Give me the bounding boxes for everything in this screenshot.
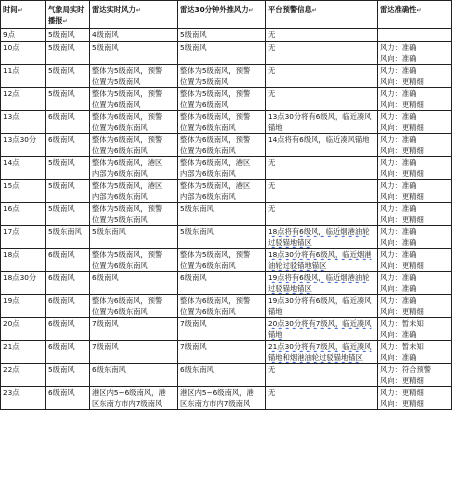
cell-broadcast-text: 5级南风 (48, 30, 75, 39)
cell-time (1, 318, 46, 341)
cell-accuracy (378, 249, 452, 272)
cell-broadcast (46, 203, 90, 226)
cell-accuracy-line: 风力：准确 (380, 135, 417, 144)
cell-time (1, 364, 46, 387)
cell-time (1, 134, 46, 157)
cell-broadcast (46, 387, 90, 410)
cell-accuracy-line: 风向：准确 (380, 54, 417, 63)
cell-warning (266, 249, 378, 272)
cell-radar-live-line: 整体为5级南风，预警 (92, 66, 163, 75)
header-accuracy: 雷达准确性↵ (378, 1, 452, 29)
cell-warning-line: 18点将有6级风，临近烟港油轮 (268, 227, 370, 236)
cell-radar-live (90, 295, 178, 318)
cell-warning (266, 42, 378, 65)
cell-broadcast-text: 5级南风 (48, 181, 75, 190)
cell-warning (266, 180, 378, 203)
cell-broadcast (46, 272, 90, 295)
table-row (1, 29, 452, 42)
cell-radar-live-line: 整体为5级南风，港区 (92, 181, 163, 190)
cell-time (1, 42, 46, 65)
header-broadcast: 气象局实时播报↵ (46, 1, 90, 29)
cell-time (1, 203, 46, 226)
cell-accuracy-line: 风力：准确 (380, 296, 417, 305)
cell-broadcast (46, 29, 90, 42)
cell-radar-30-line: 整体为6级南风，港区 (180, 158, 251, 167)
cell-broadcast (46, 295, 90, 318)
cell-warning-line: 锚地 (268, 307, 283, 316)
cell-warning-line: 锚地 (268, 330, 283, 339)
cell-accuracy (378, 42, 452, 65)
cell-time (1, 111, 46, 134)
cell-warning (266, 364, 378, 387)
cell-radar-30-line: 7级南风 (180, 342, 207, 351)
cell-accuracy-line: 风向：更精细 (380, 123, 424, 132)
cell-accuracy-line: 风向：更精细 (380, 261, 424, 270)
cell-radar-live-line: 4级南风 (92, 30, 119, 39)
cell-radar-30-line: 整体为6级南风，预警 (180, 135, 251, 144)
cell-warning-line: 21点30分将有7级风，临近凑风 (268, 342, 372, 351)
cell-accuracy-line: 风向：更精细 (380, 215, 424, 224)
cell-radar-live (90, 364, 178, 387)
cell-time-text: 22点 (3, 365, 20, 374)
cell-broadcast (46, 65, 90, 88)
cell-accuracy-line: 风力：准确 (380, 204, 417, 213)
cell-time-text: 17点 (3, 227, 20, 236)
cell-broadcast (46, 364, 90, 387)
cell-warning (266, 341, 378, 364)
cell-accuracy (378, 157, 452, 180)
cell-time-text: 14点 (3, 158, 20, 167)
cell-accuracy-line: 风力：符合预警 (380, 365, 432, 374)
cell-accuracy-line: 风向：更精细 (380, 77, 424, 86)
cell-radar-live-line: 整体为6级南风，预警 (92, 112, 163, 121)
cell-time-text: 9点 (3, 30, 15, 39)
cell-broadcast-text: 6级南风 (48, 296, 75, 305)
cell-accuracy-line: 风向：更精细 (380, 192, 424, 201)
cell-radar-30-line: 位置为6级东南风 (180, 261, 236, 270)
cell-radar-live-line: 整体为5级南风，预警 (92, 204, 163, 213)
cell-radar-live-line: 位置为6级东南风 (92, 123, 148, 132)
cell-accuracy-line: 风力：暂未知 (380, 319, 424, 328)
cell-warning-line: 无 (268, 365, 276, 374)
cell-warning (266, 134, 378, 157)
cell-radar-live (90, 226, 178, 249)
cell-broadcast (46, 88, 90, 111)
cell-time (1, 180, 46, 203)
cell-accuracy-line (380, 29, 449, 40)
cell-time (1, 341, 46, 364)
cell-time-text: 18点30分 (3, 273, 37, 282)
cell-time-text: 21点 (3, 342, 20, 351)
cell-broadcast (46, 226, 90, 249)
cell-radar-30 (178, 88, 266, 111)
cell-accuracy-line: 风向：准确 (380, 284, 417, 293)
table-row (1, 88, 452, 111)
cell-time (1, 226, 46, 249)
cell-radar-30 (178, 226, 266, 249)
cell-warning-line: 13点30分将有6级风，临近凑风 (268, 112, 372, 121)
cell-accuracy-line: 风向：更精细 (380, 146, 424, 155)
table-row (1, 295, 452, 318)
cell-radar-live (90, 65, 178, 88)
cell-accuracy (378, 318, 452, 341)
cell-accuracy-line: 风力：准确 (380, 89, 417, 98)
table-row (1, 42, 452, 65)
cell-accuracy (378, 134, 452, 157)
cell-radar-live (90, 157, 178, 180)
cell-accuracy (378, 364, 452, 387)
cell-broadcast-text: 6级南风 (48, 273, 75, 282)
cell-radar-30-line: 5级东南风 (180, 204, 214, 213)
cell-radar-live-line: 7级南风 (92, 342, 119, 351)
cell-accuracy (378, 341, 452, 364)
table-row (1, 364, 452, 387)
cell-radar-live (90, 29, 178, 42)
cell-radar-live-line: 6级南风 (92, 273, 119, 282)
cell-broadcast-text: 6级南风 (48, 319, 75, 328)
cell-broadcast-text: 5级南风 (48, 43, 75, 52)
cell-radar-30 (178, 387, 266, 410)
cell-accuracy-line: 风力：准确 (380, 112, 417, 121)
header-radar-30: 雷达30分钟外推风力↵ (178, 1, 266, 29)
cell-warning-line: 无 (268, 30, 276, 39)
table-row (1, 65, 452, 88)
cell-radar-30-line: 6级南风 (180, 273, 207, 282)
cell-warning (266, 295, 378, 318)
cell-accuracy (378, 387, 452, 410)
cell-radar-live-line: 内部为6级东南风 (92, 169, 148, 178)
cell-accuracy-line: 风力：准确 (380, 158, 417, 167)
cell-accuracy (378, 88, 452, 111)
cell-radar-live-line: 整体为5级南风，预警 (92, 250, 163, 259)
cell-broadcast-text: 5级南风 (48, 66, 75, 75)
cell-accuracy-line: 风向：更精细 (380, 376, 424, 385)
cell-radar-live-line: 整体为6级南风，预警 (92, 296, 163, 305)
cell-radar-live-line: 港区内5~6级南风，港 (92, 388, 166, 397)
cell-warning (266, 111, 378, 134)
cell-radar-30-line: 位置为5级南风 (180, 77, 229, 86)
cell-broadcast-text: 6级南风 (48, 112, 75, 121)
cell-broadcast-text: 6级南风 (48, 250, 75, 259)
cell-radar-live-line: 位置为5级南风 (92, 77, 141, 86)
cell-radar-live-line: 位置为6级南风 (92, 100, 141, 109)
header-row (1, 1, 452, 29)
table-row (1, 272, 452, 295)
cell-broadcast (46, 42, 90, 65)
table-row (1, 134, 452, 157)
cell-radar-30 (178, 42, 266, 65)
header-radar-live: 雷达实时风力↵ (90, 1, 178, 29)
cell-radar-live-line: 整体为6级南风，港区 (92, 158, 163, 167)
cell-radar-30-line: 整体为6级南风，预警 (180, 112, 251, 121)
cell-radar-live (90, 249, 178, 272)
cell-radar-30-line: 整体为6级南风，预警 (180, 296, 251, 305)
cell-warning-line: 19点30分将有6级风，临近凑风 (268, 296, 372, 305)
cell-radar-30 (178, 111, 266, 134)
cell-radar-30-line: 5级东南风 (180, 227, 214, 236)
table-row (1, 111, 452, 134)
table-row (1, 157, 452, 180)
cell-time-text: 16点 (3, 204, 20, 213)
cell-broadcast (46, 318, 90, 341)
cell-warning-line: 无 (268, 181, 276, 190)
cell-warning-line: 无 (268, 388, 276, 397)
cell-radar-live-line: 位置为6级东南风 (92, 261, 148, 270)
cell-radar-30-line: 位置为6级南风 (180, 100, 229, 109)
cell-time (1, 157, 46, 180)
cell-radar-live (90, 387, 178, 410)
cell-radar-30 (178, 180, 266, 203)
table-row (1, 318, 452, 341)
cell-radar-30 (178, 318, 266, 341)
header-warning: 平台预警信息↵ (266, 1, 378, 29)
cell-radar-live-line: 整体为5级南风，预警 (92, 89, 163, 98)
cell-broadcast (46, 180, 90, 203)
cell-accuracy-line: 风向：准确 (380, 238, 417, 247)
cell-radar-live-line: 整体为6级南风，预警 (92, 135, 163, 144)
cell-broadcast-text: 5级南风 (48, 158, 75, 167)
cell-radar-30 (178, 341, 266, 364)
cell-radar-30-line: 位置为6级东南风 (180, 146, 236, 155)
cell-time (1, 295, 46, 318)
cell-accuracy-line: 风力：准确 (380, 66, 417, 75)
cell-warning-line: 18点30分将有6级风，临近烟港 (268, 250, 372, 259)
cell-radar-30-line: 6级东南风 (180, 365, 214, 374)
cell-radar-30-line: 5级南风 (180, 30, 207, 39)
cell-accuracy-line: 风向：更精细 (380, 307, 424, 316)
cell-warning-line: 19点将有6级风，临近烟港油轮 (268, 273, 370, 282)
cell-warning-line: 无 (268, 66, 276, 75)
cell-time (1, 29, 46, 42)
cell-accuracy (378, 203, 452, 226)
cell-radar-live (90, 272, 178, 295)
cell-radar-30-line: 位置为6级东南风 (180, 307, 236, 316)
cell-accuracy-line: 风力：准确 (380, 273, 417, 282)
cell-radar-live (90, 111, 178, 134)
cell-time-text: 12点 (3, 89, 20, 98)
cell-accuracy (378, 65, 452, 88)
cell-warning-line: 20点30分将有7级风，临近凑风 (268, 319, 372, 328)
cell-time (1, 272, 46, 295)
cell-accuracy-line: 风力：准确 (380, 181, 417, 190)
cell-warning (266, 203, 378, 226)
cell-radar-live (90, 134, 178, 157)
cell-radar-30-line: 7级南风 (180, 319, 207, 328)
cell-accuracy (378, 29, 452, 42)
cell-time-text: 18点 (3, 250, 20, 259)
cell-radar-30-line: 区东南方市内7级南风 (180, 399, 251, 408)
cell-warning-line: 无 (268, 204, 276, 213)
cell-accuracy-line: 风力：更精细 (380, 388, 424, 397)
cell-warning (266, 272, 378, 295)
cell-radar-live (90, 42, 178, 65)
cell-accuracy-line: 风力：暂未知 (380, 342, 424, 351)
cell-radar-30 (178, 364, 266, 387)
cell-radar-live (90, 88, 178, 111)
cell-warning-line: 无 (268, 43, 276, 52)
cell-time-text: 15点 (3, 181, 20, 190)
cell-radar-30 (178, 29, 266, 42)
cell-accuracy-line: 风力：准确 (380, 227, 417, 236)
table-row (1, 180, 452, 203)
cell-accuracy (378, 180, 452, 203)
cell-radar-30-line: 整体为5级南风，预警 (180, 89, 251, 98)
cell-broadcast-text: 5级南风 (48, 204, 75, 213)
cell-radar-30 (178, 157, 266, 180)
cell-radar-30-line: 整体为5级南风，预警 (180, 66, 251, 75)
cell-accuracy (378, 111, 452, 134)
cell-time-text: 20点 (3, 319, 20, 328)
cell-radar-30 (178, 65, 266, 88)
cell-radar-live-line: 区东南方市内7级南风 (92, 399, 163, 408)
cell-radar-live-line: 5级南风 (92, 43, 119, 52)
cell-radar-30-line: 港区内5~6级南风，港 (180, 388, 254, 397)
cell-radar-live-line: 内部为6级东南风 (92, 192, 148, 201)
cell-warning-line: 油轮过驳锚地锚区 (268, 261, 327, 270)
cell-radar-30 (178, 272, 266, 295)
cell-radar-live (90, 203, 178, 226)
cell-radar-30-line: 内部为6级东南风 (180, 169, 236, 178)
cell-broadcast (46, 341, 90, 364)
cell-radar-30-line: 内部为6级东南风 (180, 192, 236, 201)
cell-warning-line: 无 (268, 158, 276, 167)
cell-warning (266, 157, 378, 180)
cell-warning-line: 过驳锚地锚区 (268, 238, 312, 247)
cell-radar-30-line: 整体为5级南风，港区 (180, 181, 251, 190)
cell-broadcast-text: 6级南风 (48, 135, 75, 144)
cell-broadcast-text: 6级南风 (48, 342, 75, 351)
cell-radar-30-line: 5级南风 (180, 43, 207, 52)
cell-warning (266, 65, 378, 88)
cell-time-text: 19点 (3, 296, 20, 305)
cell-radar-live (90, 180, 178, 203)
cell-radar-30 (178, 295, 266, 318)
cell-warning-line: 无 (268, 89, 276, 98)
cell-accuracy-line: 风向：更精细 (380, 399, 424, 408)
cell-broadcast-text: 6级南风 (48, 388, 75, 397)
cell-time-text: 13点 (3, 112, 20, 121)
cell-accuracy-line: 风力：准确 (380, 250, 417, 259)
cell-accuracy-line: 风向：准确 (380, 353, 417, 362)
cell-time (1, 249, 46, 272)
cell-accuracy-line: 风向：准确 (380, 330, 417, 339)
cell-time (1, 88, 46, 111)
cell-time-text: 10点 (3, 43, 20, 52)
cell-broadcast (46, 134, 90, 157)
cell-warning (266, 29, 378, 42)
cell-radar-live-line: 位置为6级东南风 (92, 307, 148, 316)
cell-radar-30 (178, 249, 266, 272)
cell-radar-live-line: 7级南风 (92, 319, 119, 328)
cell-accuracy (378, 272, 452, 295)
header-time: 时间↵ (1, 1, 46, 29)
cell-accuracy-line: 风力：准确 (380, 43, 417, 52)
cell-radar-30-line: 位置为6级东南风 (180, 123, 236, 132)
table-row (1, 226, 452, 249)
cell-radar-30 (178, 203, 266, 226)
table-row (1, 249, 452, 272)
cell-accuracy (378, 295, 452, 318)
cell-radar-live (90, 341, 178, 364)
cell-warning-line: 锚地 (268, 123, 283, 132)
cell-radar-live-line: 位置为6级东南风 (92, 146, 148, 155)
cell-radar-30 (178, 134, 266, 157)
cell-warning-line: 过驳锚地锚区 (268, 284, 312, 293)
cell-radar-live-line: 5级东南风 (92, 227, 126, 236)
cell-radar-30-line: 整体为5级南风，预警 (180, 250, 251, 259)
cell-time (1, 65, 46, 88)
cell-time-text: 23点 (3, 388, 20, 397)
cell-broadcast-text: 5级南风 (48, 365, 75, 374)
cell-time-text: 11点 (3, 66, 20, 75)
table-row (1, 341, 452, 364)
cell-accuracy (378, 226, 452, 249)
table-row (1, 387, 452, 410)
cell-broadcast (46, 157, 90, 180)
cell-warning (266, 318, 378, 341)
cell-radar-live (90, 318, 178, 341)
cell-accuracy-line: 风向：更精细 (380, 100, 424, 109)
cell-warning-line: 锚地和烟港油轮过驳锚地锚区 (268, 353, 363, 362)
cell-time (1, 387, 46, 410)
cell-radar-live-line: 位置为5级东南风 (92, 215, 148, 224)
cell-radar-live-line: 6级东南风 (92, 365, 126, 374)
cell-accuracy-line: 风向：更精细 (380, 169, 424, 178)
cell-warning (266, 226, 378, 249)
cell-warning (266, 387, 378, 410)
cell-broadcast (46, 111, 90, 134)
table-row (1, 203, 452, 226)
cell-time-text: 13点30分 (3, 135, 37, 144)
cell-broadcast (46, 249, 90, 272)
cell-warning (266, 88, 378, 111)
cell-broadcast-text: 5级南风 (48, 89, 75, 98)
cell-broadcast-text: 5级东南风 (48, 227, 82, 236)
cell-warning-line: 14点将有6级风，临近凑风锚地 (268, 135, 370, 144)
